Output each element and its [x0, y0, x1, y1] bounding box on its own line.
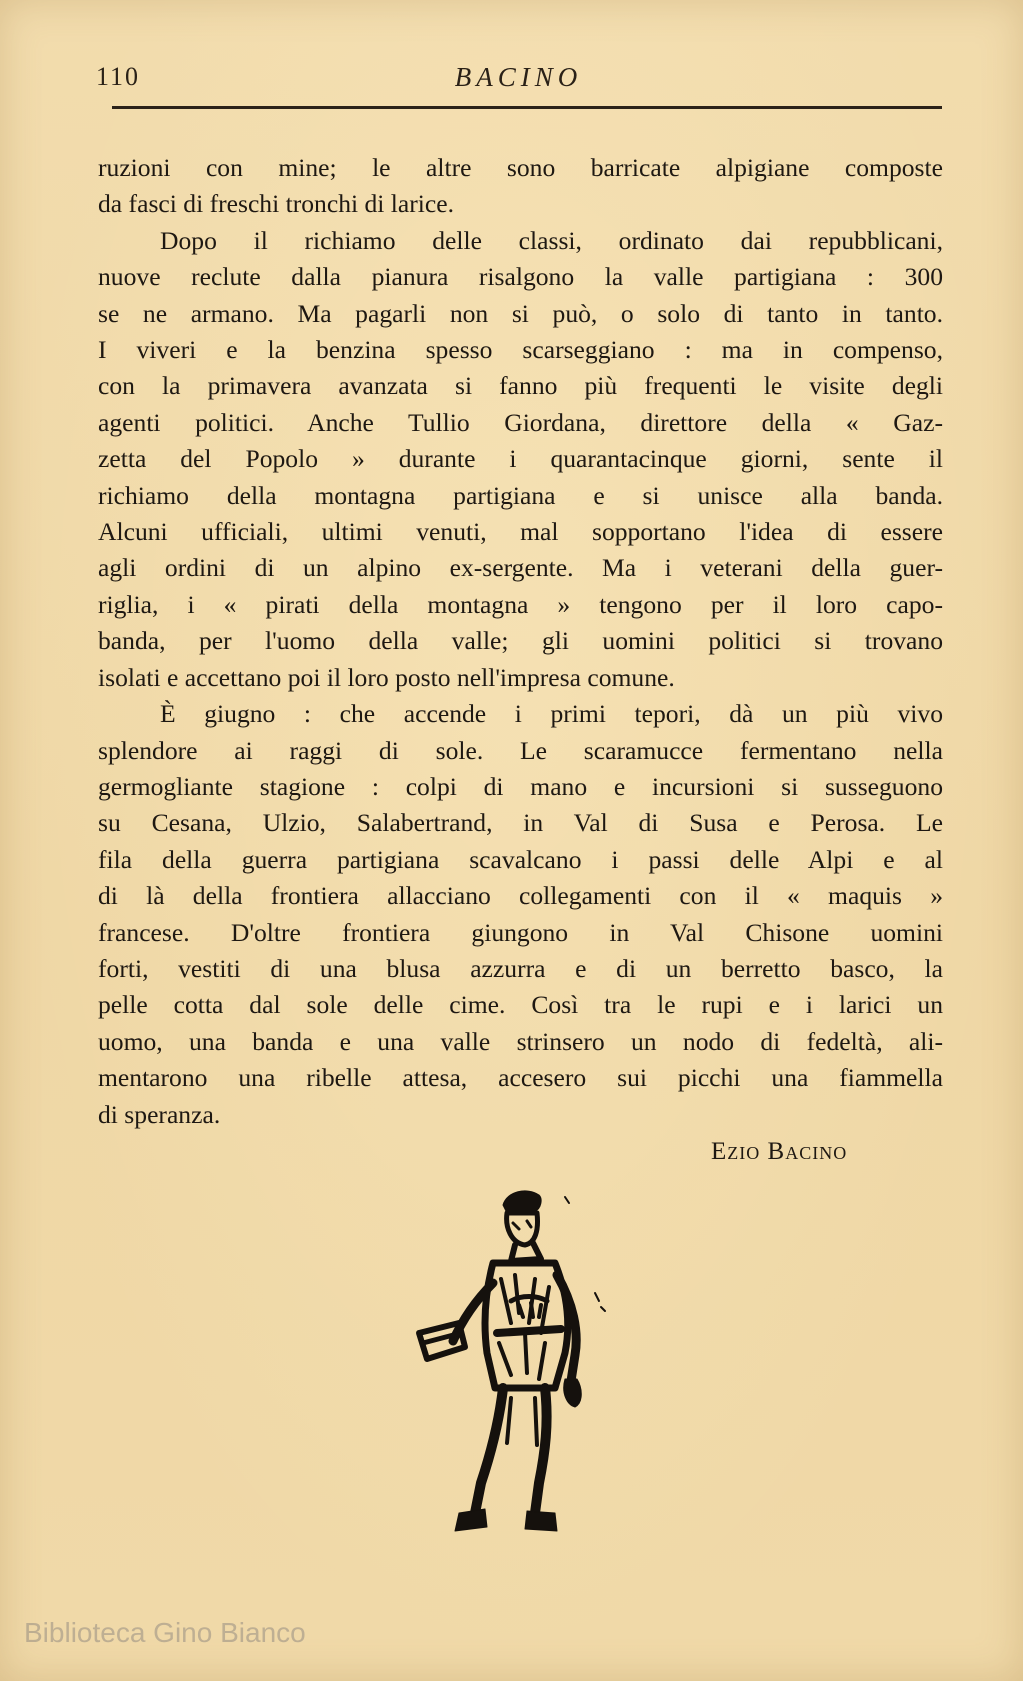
- page-header: [96, 62, 941, 102]
- running-title: BACINO: [454, 62, 583, 92]
- text-line: pelle cotta dal sole delle cime. Così tra le rupi e i larici un: [98, 990, 943, 1020]
- text-line: fila della guerra partigiana scavalcano i passi delle Alpi e al: [98, 844, 943, 874]
- text-line: su Cesana, Ulzio, Salabertrand, in Val di Susa e Perosa. Le: [98, 808, 943, 838]
- author-signature: [711, 1138, 847, 1166]
- author-last-name: Bacino: [767, 1138, 848, 1165]
- text-line: nuove reclute dalla pianura risalgono la valle partigiana : 300: [98, 262, 943, 292]
- text-line: di speranza.: [98, 1099, 221, 1129]
- text-line: mentarono una ribelle attesa, accesero sui picchi una fiammella: [98, 1063, 943, 1093]
- text-line: forti, vestiti di una blusa azzurra e di un berretto basco, la: [98, 953, 943, 983]
- text-line: ruzioni con mine; le altre sono barricate alpigiane composte: [98, 153, 943, 182]
- text-line: splendore ai raggi di sole. Le scaramucce fermentano nella: [98, 735, 943, 765]
- text-line: richiamo della montagna partigiana e si unisce alla banda.: [98, 480, 943, 510]
- text-line: riglia, i « pirati della montagna » tengono per il loro capo-: [98, 589, 943, 619]
- partisan-figure-icon: [415, 1183, 640, 1543]
- text-line: se ne armano. Ma pagarli non si può, o solo di tanto in tanto.: [98, 298, 943, 328]
- text-line: banda, per l'uomo della valle; gli uomini politici si trovano: [98, 626, 943, 656]
- text-line: Dopo il richiamo delle classi, ordinato dai repubblicani,: [160, 225, 943, 255]
- text-line: isolati e accettano poi il loro posto nell'impresa comune.: [98, 662, 675, 692]
- text-line: francese. D'oltre frontiera giungono in Val Chisone uomini: [98, 917, 943, 947]
- text-line: uomo, una banda e una valle strinsero un nodo di fedeltà, ali-: [98, 1026, 943, 1056]
- text-line: germogliante stagione : colpi di mano e incursioni si susseguono: [98, 771, 943, 801]
- library-watermark: Biblioteca Gino Bianco: [24, 1617, 306, 1648]
- text-line: zetta del Popolo » durante i quarantacinque giorni, sente il: [98, 444, 943, 474]
- author-first-name: Ezio: [711, 1138, 761, 1165]
- header-rule: [112, 106, 942, 109]
- page-number: 110: [96, 62, 141, 91]
- text-line: di là della frontiera allacciano collegamenti con il « maquis »: [98, 881, 943, 911]
- body-text: [98, 150, 943, 1133]
- text-line: agli ordini di un alpino ex-sergente. Ma i veterani della guer-: [98, 553, 943, 583]
- text-line: È giugno : che accende i primi tepori, dà un più vivo: [160, 699, 943, 729]
- text-line: agenti politici. Anche Tullio Giordana, direttore della « Gaz-: [98, 407, 943, 437]
- text-line: Alcuni ufficiali, ultimi venuti, mal sopportano l'idea di essere: [98, 517, 943, 547]
- text-line: da fasci di freschi tronchi di larice.: [98, 189, 455, 219]
- text-line: con la primavera avanzata si fanno più frequenti le visite degli: [98, 371, 943, 401]
- text-line: I viveri e la benzina spesso scarseggiano : ma in compenso,: [98, 335, 943, 365]
